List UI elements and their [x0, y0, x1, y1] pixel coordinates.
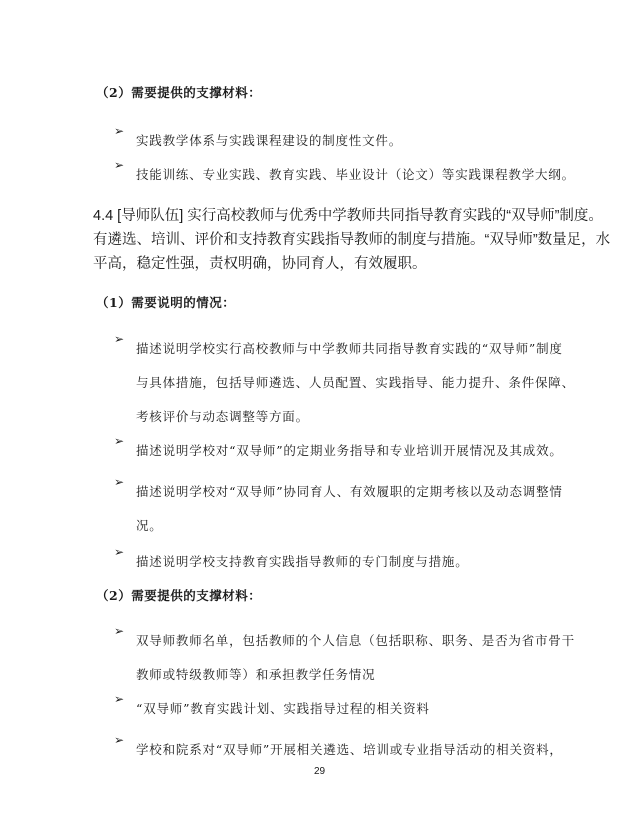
arrow-bullet-icon: ➢ [114, 434, 125, 448]
subheading-supporting-materials: （2）需要提供的支撑材料： [96, 588, 262, 603]
list-item-text: 技能训练、专业实践、教育实践、毕业设计（论文）等实践课程教学大纲。 [136, 167, 575, 182]
arrow-bullet-icon: ➢ [114, 624, 125, 638]
list-item-text: 描述说明学校对“双导师”协同育人、有效履职的定期考核以及动态调整情 况。 [136, 484, 563, 533]
list-item-text: 描述说明学校实行高校教师与中学教师共同指导教育实践的“双导师”制度 与具体措施，包括导师遴选、人员配置、实践指导、能力提升、条件保障、 考核评价与动态调整等方面。 [136, 341, 575, 424]
arrow-bullet-icon: ➢ [114, 158, 125, 172]
list-item-text: 描述说明学校对“双导师”的定期业务指导和专业培训开展情况及其成效。 [136, 443, 563, 458]
subheading-situation: （1）需要说明的情况： [96, 295, 236, 310]
subheading-supporting-materials: （2）需要提供的支撑材料： [96, 85, 262, 100]
list-item-text: “双导师”教育实践计划、实践指导过程的相关资料 [136, 701, 430, 716]
page-number: 29 [313, 766, 326, 777]
list-item-text: 学校和院系对“双导师”开展相关遴选、培训或专业指导活动的相关资料， [136, 742, 563, 757]
arrow-bullet-icon: ➢ [114, 475, 125, 489]
arrow-bullet-icon: ➢ [114, 692, 125, 706]
list-item-text: 描述说明学校支持教育实践指导教师的专门制度与措施。 [136, 554, 469, 569]
arrow-bullet-icon: ➢ [114, 332, 125, 346]
section-heading: 4.4 [导师队伍] 实行高校教师与优秀中学教师共同指导教育实践的“双导师”制度。 有遴选、培训、评价和支持教育实践指导教师的制度与措施。“双导师”数量足，水 平高，稳定性强，责权明确，协同育人，有效履职。 [93, 208, 611, 272]
arrow-bullet-icon: ➢ [114, 124, 125, 138]
arrow-bullet-icon: ➢ [114, 545, 125, 559]
list-item-text: 实践教学体系与实践课程建设的制度性文件。 [136, 133, 403, 148]
arrow-bullet-icon: ➢ [114, 733, 125, 747]
list-item-text: 双导师教师名单，包括教师的个人信息（包括职称、职务、是否为省市骨干 教师或特级教师等）和承担教学任务情况 [136, 633, 575, 682]
